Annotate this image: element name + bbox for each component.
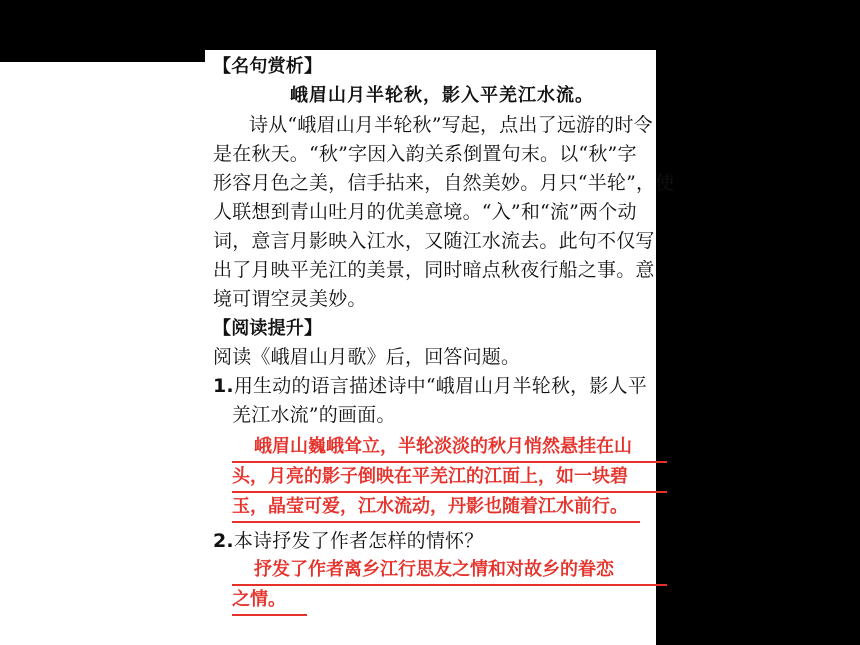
question-number: 2.	[213, 530, 234, 552]
question-text: 用生动的语言描述诗中“峨眉山月半轮秋，影人平	[233, 375, 647, 397]
paragraph-line: 词，意言月影映入江水，又随江水流去。此句不仅写	[213, 230, 655, 252]
answer-2-line: 之情。	[232, 587, 307, 616]
reading-intro: 阅读《峨眉山月歌》后，回答问题。	[213, 346, 521, 368]
question-1	[213, 373, 647, 399]
answer-1-line: 峨眉山巍峨耸立，半轮淡淡的秋月悄然悬挂在山	[232, 434, 667, 463]
paragraph-line: 境可谓空灵美妙。	[213, 288, 367, 310]
paragraph-line: 形容月色之美，信手拈来，自然美妙。月只“半轮”，使	[213, 172, 675, 194]
paragraph-line: 是在秋天。“秋”字因入韵关系倒置句末。以“秋”字	[213, 143, 637, 165]
answer-2-line: 抒发了作者离乡江行思友之情和对故乡的眷恋	[232, 557, 667, 586]
section-heading-reading: 【阅读提升】	[213, 318, 323, 339]
question-number: 1.	[213, 375, 234, 397]
paragraph-line: 出了月映平羌江的美景，同时暗点秋夜行船之事。意	[213, 259, 655, 281]
document-page	[205, 50, 675, 645]
paragraph-line: 人联想到青山吐月的优美意境。“入”和“流”两个动	[213, 201, 637, 223]
answer-1-line: 玉，晶莹可爱，江水流动，丹影也随着江水前行。	[232, 494, 640, 523]
question-1-line-2: 羌江水流”的画面。	[232, 404, 396, 426]
section-heading-appreciation: 【名句赏析】	[213, 56, 323, 77]
right-black-bar	[656, 0, 860, 645]
answer-1-line: 头，月亮的影子倒映在平羌江的江面上，如一块碧	[232, 464, 667, 493]
question-2	[213, 528, 483, 554]
question-text: 本诗抒发了作者怎样的情怀？	[233, 530, 484, 552]
paragraph-line: 诗从“峨眉山月半轮秋”写起，点出了远游的时令	[249, 114, 653, 136]
famous-quote: 峨眉山月半轮秋，影入平羌江水流。	[290, 85, 594, 106]
